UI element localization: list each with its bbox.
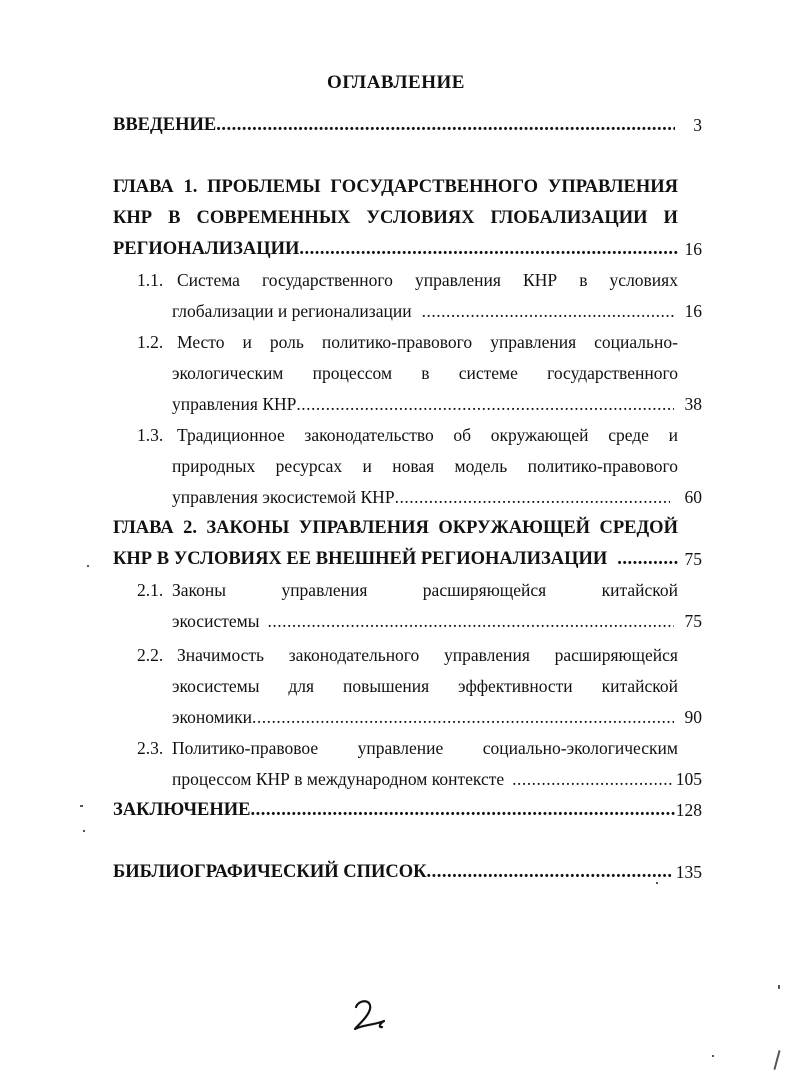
scan-speck [87, 565, 89, 567]
chapter2-heading-line2[interactable]: КНР В УСЛОВИЯХ ЕЕ ВНЕШНЕЙ РЕГИОНАЛИЗАЦИИ ..... [113, 544, 678, 574]
dot-leader [422, 296, 674, 326]
scan-speck [712, 1055, 714, 1057]
chapter1-heading-line3[interactable]: РЕГИОНАЛИЗАЦИИ ..... [113, 234, 678, 264]
scan-speck [773, 1050, 780, 1070]
section-1-3-line2[interactable]: природных ресурсах и новая модель политико-правового [172, 456, 678, 476]
toc-page-number: 38 [684, 394, 702, 414]
section-2-2-line3[interactable]: экономики ..... [172, 702, 674, 732]
toc-page-number: 105 [675, 769, 702, 789]
toc-page-number: 75 [684, 549, 702, 569]
dot-leader [216, 110, 675, 140]
scan-speck [83, 830, 85, 832]
dot-leader [251, 795, 676, 825]
scan-speck [80, 805, 83, 807]
section-number: 1.2. [137, 332, 164, 352]
handwritten-page-number [350, 995, 390, 1035]
toc-page-number: 75 [684, 611, 702, 631]
toc-page-number: 3 [693, 115, 702, 135]
section-1-3-line1[interactable]: Традиционное законодательство об окружающей среде и [177, 425, 678, 445]
section-2-3-line1[interactable]: Политико-правовое управление социально-экологическим [172, 738, 678, 758]
dot-leader [395, 482, 670, 512]
section-2-2-line2[interactable]: экосистемы для повышения эффективности китайской [172, 676, 678, 696]
toc-entry-intro[interactable] [113, 110, 675, 140]
section-1-1-line2[interactable]: глобализации и регионализации ..... [172, 296, 674, 326]
dot-leader [512, 764, 672, 794]
toc-entry-bibliography[interactable]: БИБЛИОГРАФИЧЕСКИЙ СПИСОК ..... [113, 857, 673, 887]
toc-page-number: 60 [684, 487, 702, 507]
toc-page-number: 135 [675, 862, 702, 882]
section-2-3-line2[interactable]: процессом КНР в международном контексте ..... [172, 764, 672, 794]
scan-speck [656, 882, 658, 884]
section-number: 1.3. [137, 425, 164, 445]
toc-page-number: 16 [684, 301, 702, 321]
section-1-2-line1[interactable]: Место и роль политико-правового управления социально- [177, 332, 678, 352]
chapter1-heading-line2[interactable]: КНР В СОВРЕМЕННЫХ УСЛОВИЯХ ГЛОБАЛИЗАЦИИ И [113, 208, 678, 228]
chapter1-heading-line1[interactable]: ГЛАВА 1. ПРОБЛЕМЫ ГОСУДАРСТВЕННОГО УПРАВЛЕНИЯ [113, 177, 678, 197]
scan-speck [778, 985, 780, 989]
chapter2-heading-line1[interactable]: ГЛАВА 2. ЗАКОНЫ УПРАВЛЕНИЯ ОКРУЖАЮЩЕЙ СРЕДОЙ [113, 518, 678, 538]
section-1-1-line1[interactable]: Система государственного управления КНР в условиях [177, 270, 678, 290]
dot-leader [252, 702, 674, 732]
toc-page-number: 128 [675, 800, 702, 820]
section-number: 2.2. [137, 645, 164, 665]
section-number: 1.1. [137, 270, 164, 290]
toc-page-number: 90 [684, 707, 702, 727]
section-number: 2.3. [137, 738, 164, 758]
dot-leader [299, 234, 678, 264]
section-2-1-line2[interactable]: экосистемы ..... [172, 606, 674, 636]
dot-leader [617, 544, 678, 574]
section-1-2-line3[interactable]: управления КНР ..... [172, 389, 674, 419]
section-2-2-line1[interactable]: Значимость законодательного управления расширяющейся [177, 645, 678, 665]
section-1-2-line2[interactable]: экологическим процессом в системе государственного [172, 363, 678, 383]
toc-page-number: 16 [684, 239, 702, 259]
dot-leader [267, 606, 674, 636]
dot-leader [296, 389, 674, 419]
section-2-1-line1[interactable]: Законы управления расширяющейся китайской [172, 580, 678, 600]
section-number: 2.1. [137, 580, 164, 600]
toc-entry-conclusion[interactable]: ЗАКЛЮЧЕНИЕ ..... [113, 795, 675, 825]
section-1-3-line3[interactable]: управления экосистемой КНР ..... [172, 482, 670, 512]
toc-title: ОГЛАВЛЕНИЕ [327, 72, 465, 93]
toc-entry-label: ВВЕДЕНИЕ [113, 115, 217, 135]
dot-leader [427, 857, 673, 887]
